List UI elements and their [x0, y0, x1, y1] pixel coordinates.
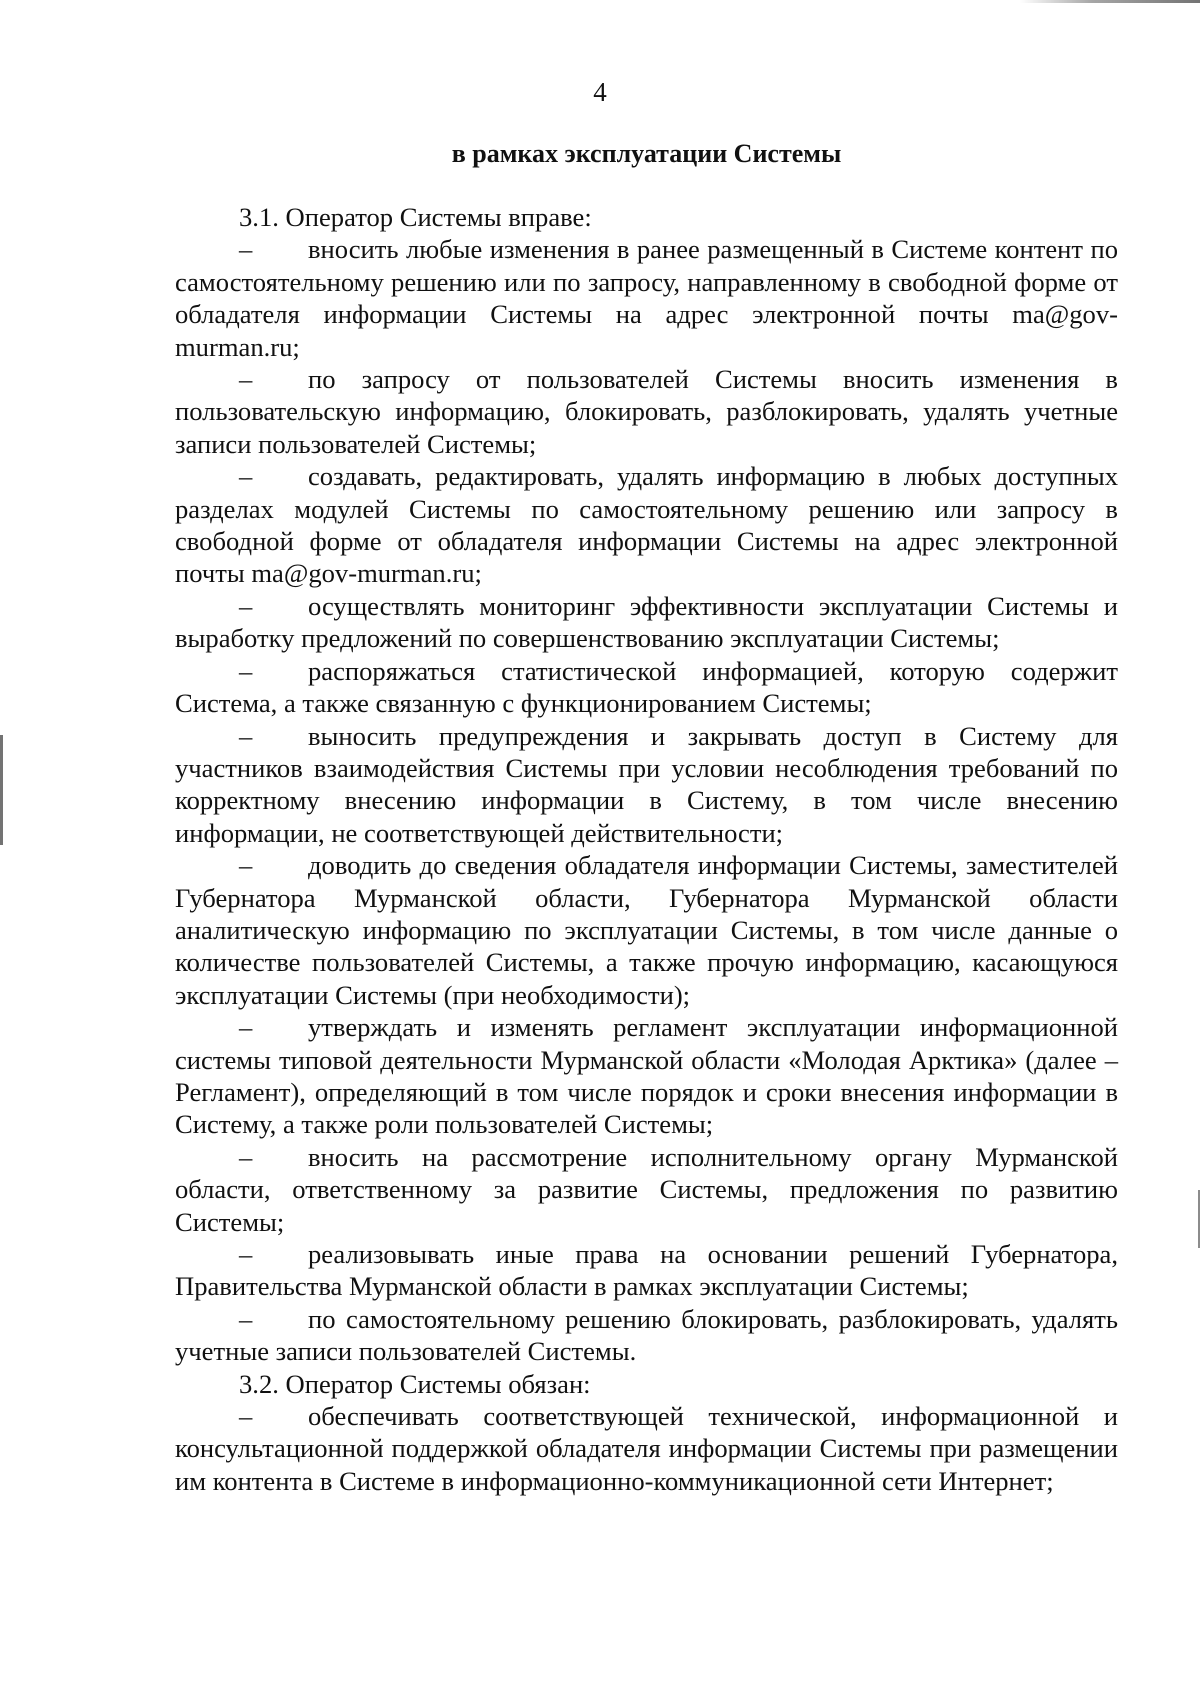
list-item-text: выносить предупреждения и закрывать доступ в Систему для участников взаимодействия Системы при условии несоблюдения требований по корректному внесению информации в Систему, в том числе внесению информации, не соответствующей действительности; [175, 720, 1118, 848]
list-item-text: вносить любые изменения в ранее размещенный в Системе контент по самостоятельному решению или по запросу, направленному в свободной форме от обладателя информации Системы на адрес электронной почты ma@gov-murman.ru; [175, 234, 1118, 362]
dash-bullet: – [239, 1401, 253, 1432]
list-item [175, 1011, 1118, 1141]
dash-bullet: – [239, 1303, 253, 1334]
section-heading: в рамках эксплуатации Системы [451, 139, 842, 168]
list-item-text: реализовывать иные права на основании решений Губернатора, Правительства Мурманской области в рамках эксплуатации Системы; [175, 1239, 1118, 1302]
list-item-text: вносить на рассмотрение исполнительному органу Мурманской области, ответственному за развитие Системы, предложения по развитию Системы; [175, 1141, 1118, 1237]
section-3-2-title: 3.2. Оператор Системы обязан: [239, 1368, 591, 1399]
dash-bullet: – [239, 461, 253, 492]
list-item [175, 849, 1118, 1011]
dash-bullet: – [239, 590, 253, 621]
list-item [175, 1400, 1118, 1497]
list-item-text: осуществлять мониторинг эффективности эксплуатации Системы и выработку предложений по совершенствованию эксплуатации Системы; [175, 590, 1118, 654]
list-item [175, 1141, 1118, 1238]
list-item [175, 363, 1118, 460]
dash-bullet: – [239, 1239, 253, 1269]
dash-bullet: – [239, 850, 253, 881]
scan-edge-mark [0, 735, 3, 845]
document-body [175, 201, 1118, 1497]
list-item [175, 655, 1118, 720]
list-item [175, 1303, 1118, 1368]
dash-bullet: – [239, 720, 253, 751]
list-item-text: распоряжаться статистической информацией, которую содержит Система, а также связанную с функционированием Системы; [175, 655, 1118, 719]
list-item-text: обеспечивать соответствующей технической, информационной и консультационной поддержкой обладателя информации Системы при размещении им контента в Системе в информационно-коммуникационной сети Интернет; [175, 1401, 1118, 1496]
list-item-text: по самостоятельному решению блокировать, разблокировать, удалять учетные записи пользователей Системы. [175, 1303, 1118, 1367]
dash-bullet: – [239, 1141, 253, 1172]
list-item-text: доводить до сведения обладателя информации Системы, заместителей Губернатора Мурманской области, Губернатора Мурманской области аналитическую информацию по эксплуатации Системы, в том числе данные о количестве пользователей Системы, а также прочую информацию, касающуюся эксплуатации Системы (при необходимости); [175, 850, 1118, 1010]
list-item [175, 720, 1118, 850]
dash-bullet: – [239, 655, 253, 686]
list-item-text: по запросу от пользователей Системы вносить изменения в пользовательскую информацию, блокировать, разблокировать, удалять учетные записи пользователей Системы; [175, 364, 1118, 459]
list-item [175, 460, 1118, 590]
list-item [175, 590, 1118, 655]
list-item-text: утверждать и изменять регламент эксплуатации информационной системы типовой деятельности Мурманской области «Молодая Арктика» (далее – Регламент), определяющий в том числе порядок и сроки внесения информации в Систему, а также роли пользователей Системы; [175, 1012, 1118, 1140]
list-item [175, 1238, 1118, 1303]
page-number: 4 [593, 77, 607, 107]
dash-bullet: – [239, 234, 253, 265]
dash-bullet: – [239, 1012, 253, 1043]
list-item [175, 233, 1118, 363]
list-item-text: создавать, редактировать, удалять информацию в любых доступных разделах модулей Системы по самостоятельному решению или запросу в свободной форме от обладателя информации Системы на адрес электронной почты ma@gov-murman.ru; [175, 461, 1118, 589]
section-3-1-title: 3.1. Оператор Системы вправе: [239, 202, 592, 232]
dash-bullet: – [239, 364, 253, 395]
scan-edge-mark [1020, 0, 1200, 3]
